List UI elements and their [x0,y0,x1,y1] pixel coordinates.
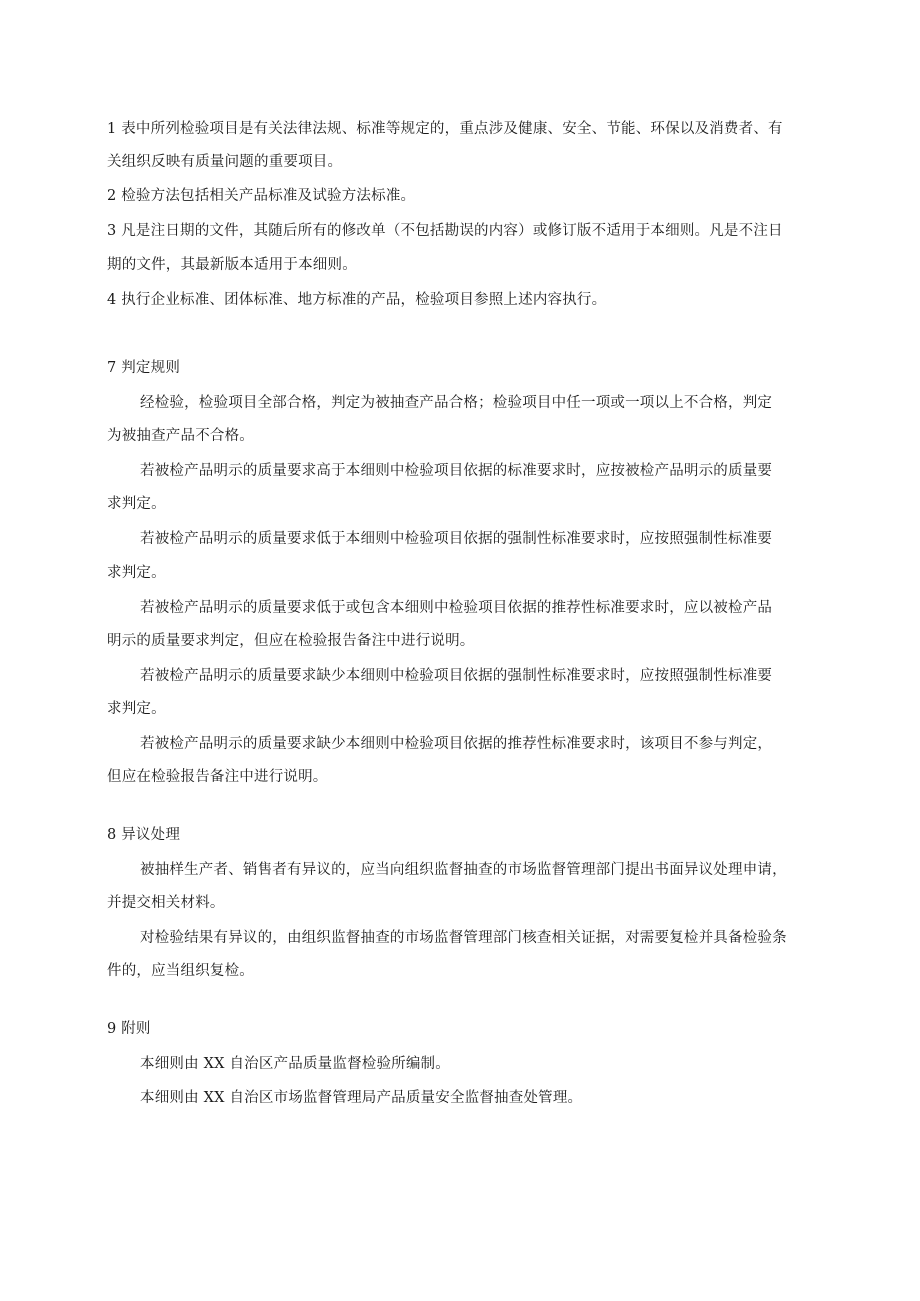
note-2: 2 检验方法包括相关产品标准及试验方法标准。 [107,188,416,204]
section-7-paragraph-2-line-1: 若被检产品明示的质量要求高于本细则中检验项目依据的标准要求时，应按被检产品明示的质量要 [140,463,773,479]
section-7-heading: 7 判定规则 [107,360,181,376]
section-9-heading: 9 附则 [107,1021,151,1037]
section-7-paragraph-3-line-1: 若被检产品明示的质量要求低于本细则中检验项目依据的强制性标准要求时，应按照强制性标准要 [140,531,773,547]
section-9-paragraph-1: 本细则由 XX 自治区产品质量监督检验所编制。 [140,1056,450,1072]
section-8-heading: 8 异议处理 [107,827,181,843]
section-7-paragraph-1-line-1: 经检验，检验项目全部合格，判定为被抽查产品合格；检验项目中任一项或一项以上不合格，判定 [140,395,773,411]
section-8-paragraph-1-line-2: 并提交相关材料。 [107,895,225,911]
section-7-paragraph-3-line-2: 求判定。 [107,565,166,581]
section-7-paragraph-5-line-1: 若被检产品明示的质量要求缺少本细则中检验项目依据的强制性标准要求时，应按照强制性标准要 [140,668,773,684]
section-7-paragraph-2-line-2: 求判定。 [107,496,166,512]
section-7-paragraph-4-line-1: 若被检产品明示的质量要求低于或包含本细则中检验项目依据的推荐性标准要求时，应以被检产品 [140,600,773,616]
note-3-line-1: 3 凡是注日期的文件，其随后所有的修改单（不包括勘误的内容）或修订版不适用于本细则。凡是不注日 [107,223,783,239]
section-8-paragraph-2-line-2: 件的，应当组织复检。 [107,963,254,979]
section-8-paragraph-2-line-1: 对检验结果有异议的，由组织监督抽查的市场监督管理部门核查相关证据，对需要复检并具备检验条 [140,930,787,946]
section-7-paragraph-6-line-1: 若被检产品明示的质量要求缺少本细则中检验项目依据的推荐性标准要求时，该项目不参与判定， [140,736,773,752]
section-7-paragraph-6-line-2: 但应在检验报告备注中进行说明。 [107,769,328,785]
section-7-paragraph-4-line-2: 明示的质量要求判定，但应在检验报告备注中进行说明。 [107,633,475,649]
section-8-paragraph-1-line-1: 被抽样生产者、销售者有异议的，应当向组织监督抽查的市场监督管理部门提出书面异议处理申请， [140,862,787,878]
note-1-line-2: 关组织反映有质量问题的重要项目。 [107,154,343,170]
section-7-paragraph-5-line-2: 求判定。 [107,701,166,717]
section-9-paragraph-2: 本细则由 XX 自治区市场监督管理局产品质量安全监督抽查处管理。 [140,1090,583,1106]
note-3-line-2: 期的文件，其最新版本适用于本细则。 [107,257,357,273]
note-4: 4 执行企业标准、团体标准、地方标准的产品，检验项目参照上述内容执行。 [107,292,607,308]
note-1-line-1: 1 表中所列检验项目是有关法律法规、标准等规定的，重点涉及健康、安全、节能、环保以及消费者、有 [107,121,783,137]
section-7-paragraph-1-line-2: 为被抽查产品不合格。 [107,428,254,444]
